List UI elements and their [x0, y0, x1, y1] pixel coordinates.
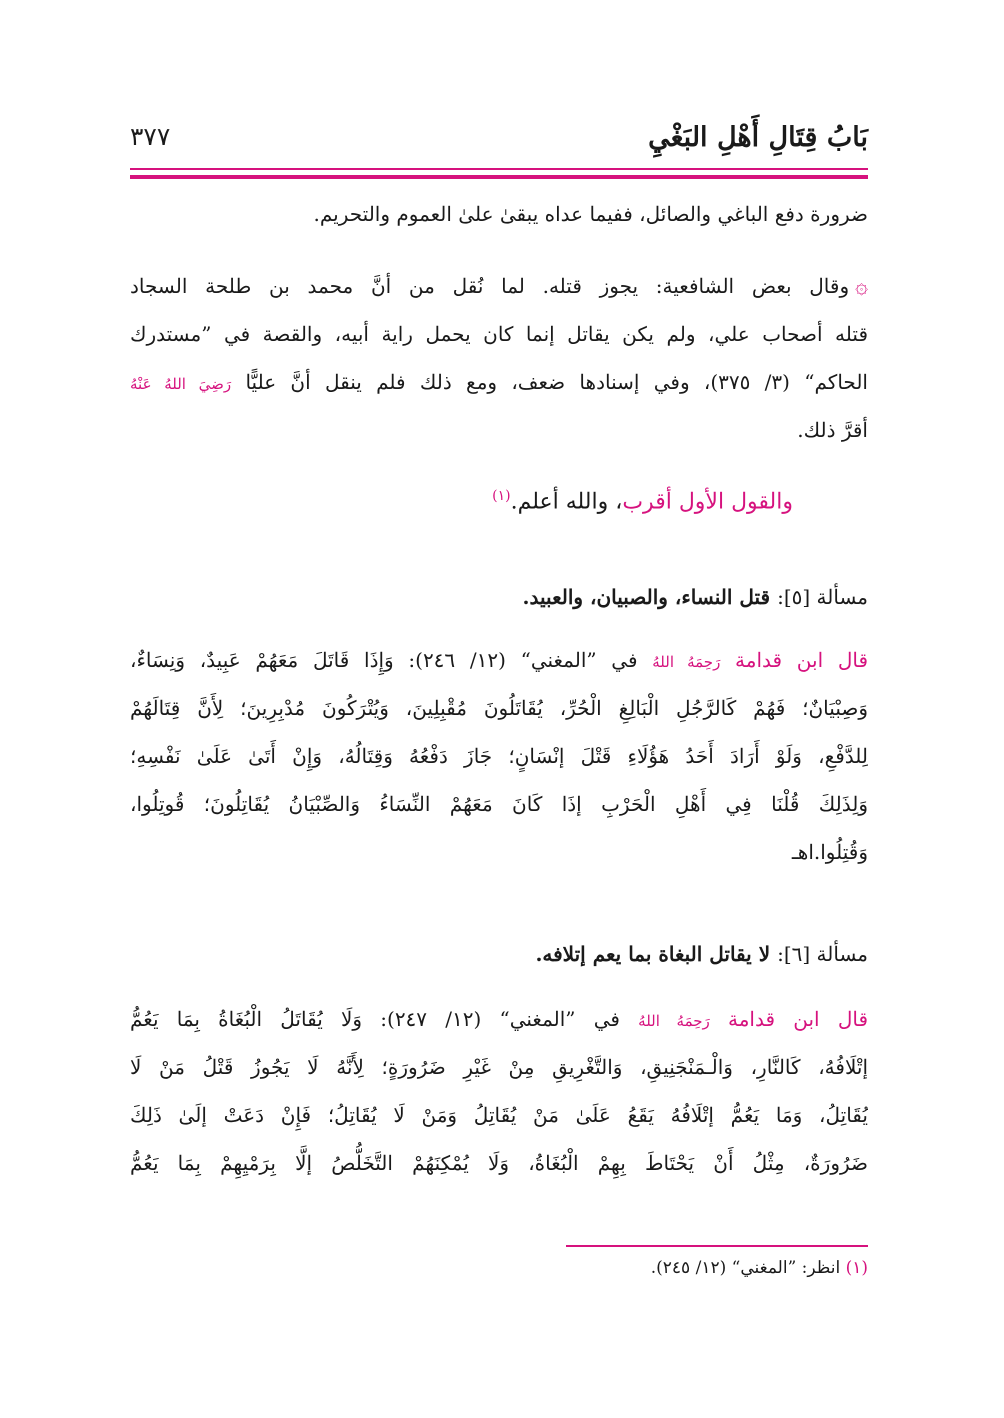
masala-label: مسألة [٦]:: [777, 942, 868, 966]
footnote: [651, 1258, 868, 1278]
text-line: لِلدَّفْعِ، وَلَوْ أَرَادَ أَحَدُ هَؤُلَاءِ قَتْلَ إنْسَانٍ؛ جَازَ دَفْعُهُ وَقِتَالُهُ، وَإِنْ أَتَىٰ عَلَىٰ نَفْسِهِ؛: [130, 744, 868, 768]
page-number: ٣٧٧: [130, 122, 171, 151]
text-line: ضرورة دفع الباغي والصائل، ففيما عداه يبقىٰ علىٰ العموم والتحريم.: [313, 202, 868, 226]
masala-6-heading: [535, 942, 868, 966]
text-line: أقرَّ ذلك.: [797, 418, 868, 442]
speaker: قال ابن قدامة: [735, 648, 868, 672]
book-page: [130, 0, 868, 1418]
footnote-ref: (١): [492, 488, 511, 504]
quote-5-paragraph: [130, 636, 868, 876]
footnote-text: انظر: ”المغني“ (١٢/ ٢٤٥).: [650, 1258, 841, 1278]
intro-paragraph: [130, 190, 868, 238]
honorific: رَضِيَ اللهُ عَنْهُ: [130, 375, 232, 393]
shafii-paragraph: [130, 262, 868, 454]
conclusion-highlight: والقول الأول أقرب: [622, 489, 793, 515]
text-line: الحاكم“ (٣/ ٣٧٥)، وفي إسنادها ضعف، ومع ذلك فلم ينقل أنَّ عليًّا رَضِيَ اللهُ عَنْهُ: [130, 370, 868, 394]
conclusion-line: والقول الأول أقرب، والله أعلم.$^{(١)}$: [492, 488, 793, 515]
text-line: وَصِبْيَانٌ؛ فَهُمْ كَالرَّجُلِ الْبَالِغِ الْحُرِّ، يُقَاتَلُونَ مُقْبِلِينَ، وَيُتْرَكُونَ مُدْبِرِينَ؛ لِأَنَّ قِتَالَهُمْ: [130, 696, 868, 720]
text-line: ۞وقال بعض الشافعية: يجوز قتله. لما نُقل من أنَّ محمد بن طلحة السجاد: [130, 274, 868, 299]
text-line: قال ابن قدامة رَحِمَهُ اللهُ في ”المغني“ (١٢/ ٢٤٦): وَإِذَا قَاتَلَ مَعَهُمْ عَبِيدٌ، وَنِسَاءٌ،: [130, 648, 868, 672]
header-rule-thick: [130, 175, 868, 179]
text-line: إتْلَافُهُ، كَالنَّارِ، وَالْـمَنْجَنِيقِ، وَالتَّغْرِيقِ مِنْ غَيْرِ ضَرُورَةٍ؛ لِأَنَّهُ لَا يَجُوزُ قَتْلُ مَنْ لَا: [130, 1055, 868, 1079]
header-rule-thin: [130, 168, 868, 170]
masala-title: قتل النساء، والصبيان، والعبيد.: [522, 585, 771, 609]
text-line: وَلِذَلِكَ قُلْنَا فِي أَهْلِ الْحَرْبِ إذَا كَانَ مَعَهُمْ النِّسَاءُ وَالصِّبْيَانُ يُقَاتِلُونَ؛ قُوتِلُوا،: [130, 792, 868, 816]
quote-6-paragraph: [130, 995, 868, 1187]
text-line: قتله أصحاب علي، ولم يكن يقاتل إنما كان يحمل راية أبيه، والقصة في ”مستدرك: [130, 322, 868, 346]
text-line: قال ابن قدامة رَحِمَهُ اللهُ في ”المغني“ (١٢/ ٢٤٧): وَلَا يُقَاتَلُ الْبُغَاةُ بِمَا يَعُمُّ: [130, 1007, 868, 1031]
footnote-number: (١): [845, 1258, 868, 1278]
text-line: وَقُتِلُوا.اهـ: [791, 840, 868, 864]
footnote-separator: [566, 1245, 868, 1247]
text-line: ضَرُورَةٌ، مِثْلُ أَنْ يَحْتَاطَ بِهِمْ الْبُغَاةُ، وَلَا يُمْكِنَهُمْ التَّخَلُّصُ إلَّا بِرَمْيِهِمْ بِمَا يَعُمُّ: [130, 1151, 868, 1175]
masala-5-heading: [523, 585, 868, 609]
flower-ornament-icon: ۞: [855, 274, 868, 299]
chapter-title: بَابُ قِتَالِ أَهْلِ البَغْيِ: [648, 122, 868, 153]
speaker: قال ابن قدامة: [728, 1007, 868, 1031]
honorific: رَحِمَهُ اللهُ: [638, 1012, 710, 1030]
masala-label: مسألة [٥]:: [777, 585, 868, 609]
honorific: رَحِمَهُ اللهُ: [652, 653, 721, 671]
text-line: يُقَاتِلُ، وَمَا يَعُمُّ إتْلَافُهُ يَقَعُ عَلَىٰ مَنْ يُقَاتِلُ وَمَنْ لَا يُقَاتِلُ؛ فَإِنْ دَعَتْ إلَىٰ ذَلِكَ: [130, 1103, 868, 1127]
masala-title: لا يقاتل البغاة بما يعم إتلافه.: [535, 942, 771, 966]
